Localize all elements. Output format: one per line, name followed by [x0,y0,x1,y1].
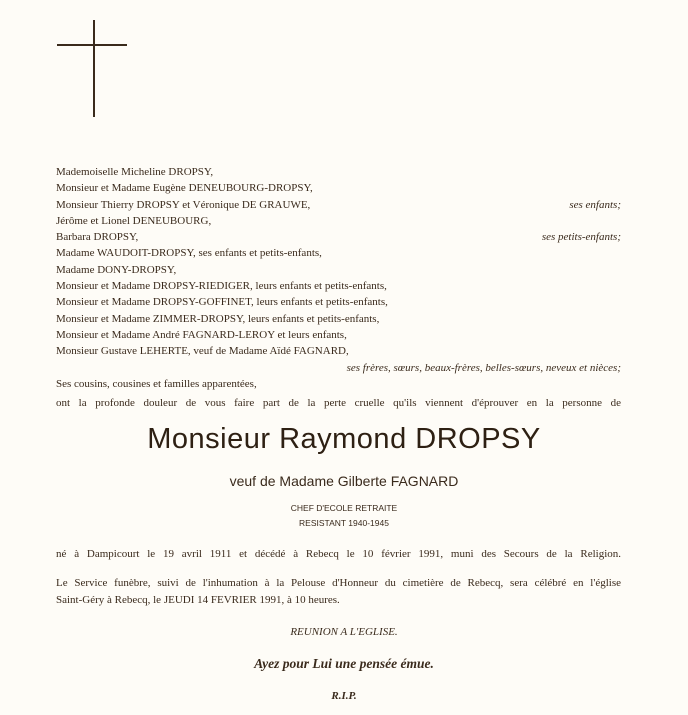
deceased-name: Monsieur Raymond DROPSY [147,423,541,455]
family-line: Monsieur et Madame DROPSY-GOFFINET, leurs enfants et petits-enfants, [56,296,388,309]
funeral-service [56,575,621,609]
cross-vertical [93,20,95,117]
family-line: Madame DONY-DROPSY, [56,263,177,276]
family-line: Mademoiselle Micheline DROPSY, [56,166,214,178]
family-line: Monsieur Thierry DROPSY et Véronique DE GRAUWE, ses enfants; [56,197,621,213]
grandchildren-label: ses petits-enfants; [541,231,621,244]
family-line: Monsieur et Madame ZIMMER-DROPSY, leurs enfants et petits-enfants, [56,312,380,325]
family-line: Monsieur et Madame André FAGNARD-LEROY et leurs enfants, [56,328,347,341]
resistance-title: RESISTANT 1940-1945 [299,518,389,528]
service-line-1: Le Service funèbre, suivi de l'inhumation à la Pelouse d'Honneur du cimetière de Rebecq, sera célébré en l'église [56,577,621,589]
widower-of: veuf de Madame Gilberte FAGNARD [229,473,459,489]
family-line: Barbara DROPSY, ses petits-enfants; [56,229,621,245]
siblings-relations: ses frères, sœurs, beaux-frères, belles-sœurs, neveux et nièces; [346,361,621,374]
family-line: Monsieur et Madame DROPSY-RIEDIGER, leurs enfants et petits-enfants, [56,280,387,293]
thought-line: Ayez pour Lui une pensée émue. [254,656,434,671]
cross-horizontal [57,44,127,46]
family-list [56,164,621,392]
family-line: Monsieur Gustave LEHERTE, veuf de Madame Aïdé FAGNARD, [56,345,349,358]
service-line-2: Saint-Géry à Rebecq, le JEUDI 14 FEVRIER 1991, à 10 heures. [56,594,340,606]
reunion-note: REUNION A L'EGLISE. [290,626,398,638]
rip: R.I.P. [331,690,357,702]
announcement: ont la profonde douleur de vous faire part de la perte cruelle qu'ils viennent d'éprouver en la personne de [56,397,621,409]
family-line: Monsieur et Madame Eugène DENEUBOURG-DROPSY, [56,182,313,195]
cousins-line: Ses cousins, cousines et familles apparentées, [56,377,257,390]
family-line: Jérôme et Lionel DENEUBOURG, [56,214,212,227]
profession: CHEF D'ECOLE RETRAITE [290,503,398,513]
family-line: Madame WAUDOIT-DROPSY, ses enfants et petits-enfants, [56,247,322,260]
birth-death-line: né à Dampicourt le 19 avril 1911 et décédé à Rebecq le 10 février 1991, muni des Secours de la Religion. [56,548,621,560]
children-label: ses enfants; [569,198,621,211]
